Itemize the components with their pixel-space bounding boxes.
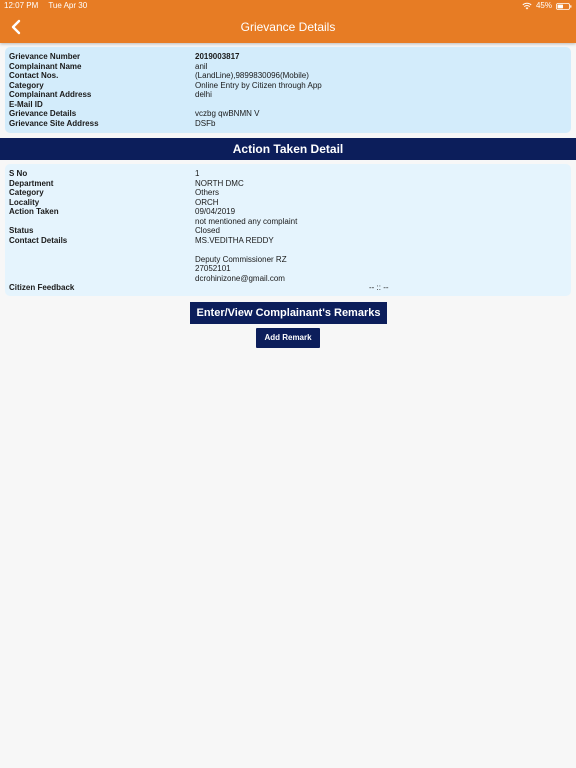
grievance-number-value: 2019003817	[195, 52, 240, 61]
action-category-label: Category	[9, 188, 44, 197]
complainant-remarks-heading[interactable]: Enter/View Complainant's Remarks	[190, 302, 387, 324]
action-taken-card	[5, 164, 571, 296]
grievance-details-label: Grievance Details	[9, 109, 77, 118]
complainant-name-label: Complainant Name	[9, 61, 82, 71]
s-no-row	[5, 169, 571, 179]
contact-details-row	[5, 236, 571, 246]
action-taken-heading: Action Taken Detail	[0, 138, 576, 160]
department-value: NORTH DMC	[195, 178, 244, 188]
locality-label: Locality	[9, 197, 40, 207]
page-title: Grievance Details	[240, 20, 336, 34]
status-left	[4, 0, 95, 12]
status-time: 12:07 PM	[4, 1, 39, 10]
status-label: Status	[9, 226, 34, 235]
citizen-feedback-row	[5, 283, 571, 293]
battery-icon	[556, 3, 572, 10]
contact-designation-row	[5, 255, 571, 265]
contact-nos-value: (LandLine),9899830096(Mobile)	[195, 71, 309, 80]
status-date: Tue Apr 30	[48, 1, 88, 10]
action-taken-label: Action Taken	[9, 207, 59, 216]
contact-designation: Deputy Commissioner RZ	[195, 254, 287, 264]
citizen-feedback-label: Citizen Feedback	[9, 283, 75, 292]
email-row	[5, 100, 571, 110]
grievance-details-row	[5, 109, 571, 119]
complainant-address-label: Complainant Address	[9, 90, 92, 99]
contact-details-label: Contact Details	[9, 235, 68, 245]
action-taken-text: not mentioned any complaint	[195, 216, 298, 226]
locality-row	[5, 198, 571, 208]
action-category-value: Others	[195, 188, 220, 197]
s-no-label: S No	[9, 169, 28, 178]
site-address-row	[5, 119, 571, 129]
grievance-number-row	[5, 52, 571, 62]
grievance-number-label: Grievance Number	[9, 52, 81, 61]
action-taken-row	[5, 207, 571, 217]
email-label: E-Mail ID	[9, 99, 43, 109]
category-label: Category	[9, 80, 44, 90]
action-taken-date: 09/04/2019	[195, 207, 236, 216]
grievance-details-value: vczbg qwBNMN V	[195, 109, 260, 118]
contact-nos-row	[5, 71, 571, 81]
s-no-value: 1	[195, 169, 200, 178]
action-taken-text-row	[5, 217, 571, 227]
action-category-row	[5, 188, 571, 198]
contact-nos-label: Contact Nos.	[9, 71, 59, 80]
status-row	[5, 226, 571, 236]
department-label: Department	[9, 178, 54, 188]
complainant-address-row	[5, 90, 571, 100]
category-row	[5, 81, 571, 91]
navigation-header	[0, 0, 576, 43]
locality-value: ORCH	[195, 197, 219, 207]
contact-email-row	[5, 274, 571, 284]
add-remark-button[interactable]: Add Remark	[256, 328, 320, 348]
grievance-info-card	[5, 47, 571, 133]
department-row	[5, 179, 571, 189]
category-value: Online Entry by Citizen through App	[195, 80, 322, 90]
complainant-name-row	[5, 62, 571, 72]
site-address-label: Grievance Site Address	[9, 118, 99, 128]
contact-phone: 27052101	[195, 264, 231, 273]
wifi-icon	[522, 2, 532, 10]
contact-email: dcrohinizone@gmail.com	[195, 273, 285, 283]
contact-phone-row	[5, 264, 571, 274]
complainant-address-value: delhi	[195, 90, 212, 99]
site-address-value: DSFb	[195, 118, 216, 128]
status-right	[522, 0, 572, 12]
citizen-feedback-value: -- :: --	[369, 283, 389, 292]
status-value: Closed	[195, 226, 220, 235]
complainant-name-value: anil	[195, 61, 208, 71]
contact-name: MS.VEDITHA REDDY	[195, 235, 274, 245]
battery-percent: 45%	[535, 1, 552, 10]
status-bar	[0, 0, 576, 12]
